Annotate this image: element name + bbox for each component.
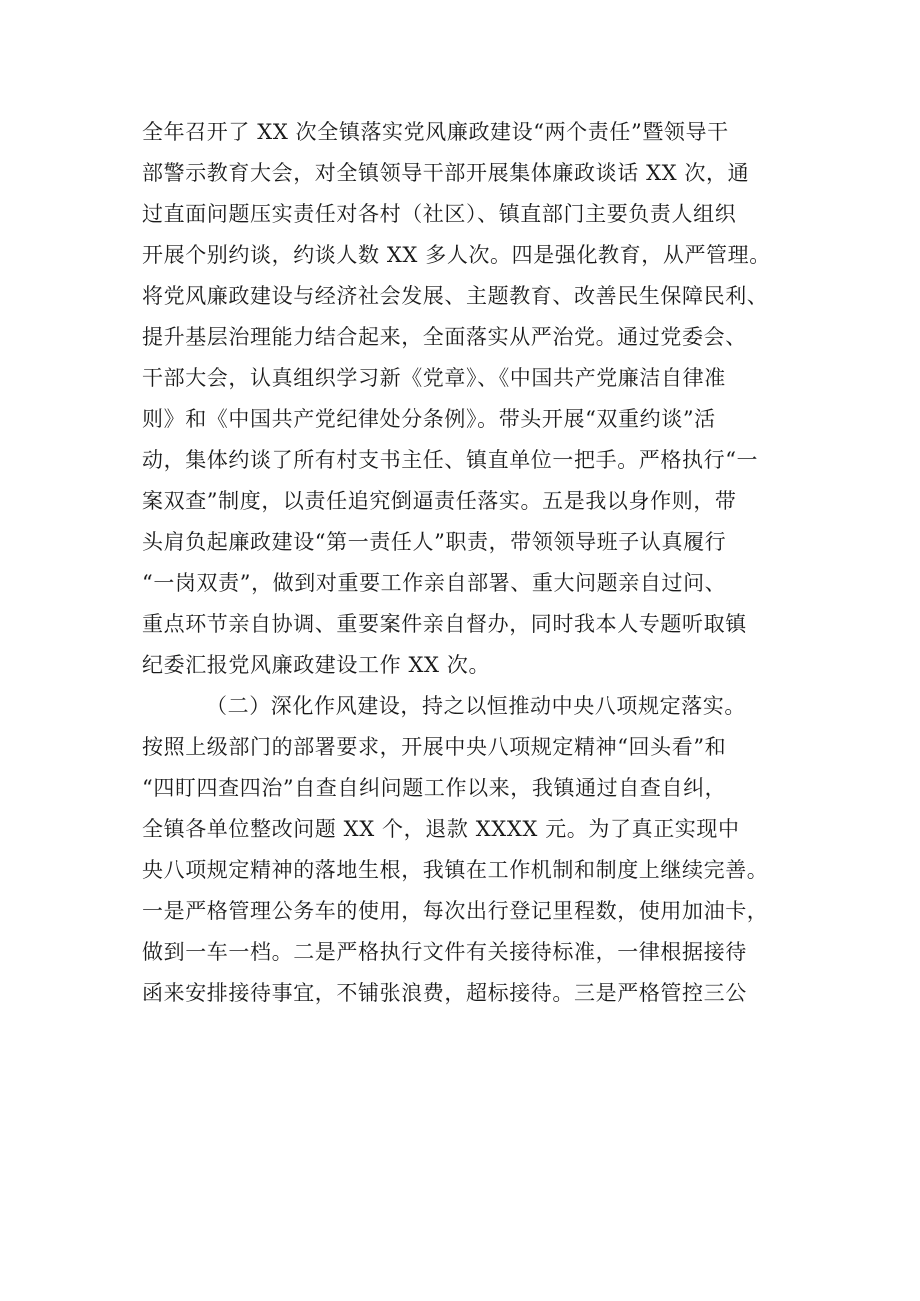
text-line: 函来安排接待事宜，不铺张浪费，超标接待。三是严格管控三公 [142, 981, 747, 1005]
text-line: 部警示教育大会，对全镇领导干部开展集体廉政谈话 XX 次，通 [142, 161, 750, 185]
text-line: 将党风廉政建设与经济社会发展、主题教育、改善民生保障民利、 [142, 284, 769, 308]
text-line: “四盯四查四治”自查自纠问题工作以来，我镇通过自查自纠， [142, 776, 727, 800]
text-line: 则》和《中国共产党纪律处分条例》。带头开展“双重约谈”活 [142, 407, 716, 431]
text-line: 一是严格管理公务车的使用，每次出行登记里程数，使用加油卡， [142, 899, 769, 923]
text-line: 纪委汇报党风廉政建设工作 XX 次。 [142, 653, 491, 677]
text-line: 动，集体约谈了所有村支书主任、镇直单位一把手。严格执行“一 [142, 448, 759, 472]
text-line: 央八项规定精神的落地生根，我镇在工作机制和制度上继续完善。 [142, 858, 769, 882]
text-line: 过直面问题压实责任对各村（社区）、镇直部门主要负责人组织 [142, 202, 737, 226]
text-line: “一岗双责”，做到对重要工作亲自部署、重大问题亲自过问、 [142, 571, 727, 595]
text-line: 干部大会，认真组织学习新《党章》、《中国共产党廉洁自律准 [142, 366, 726, 390]
text-line: 按照上级部门的部署要求，开展中央八项规定精神“回头看”和 [142, 735, 727, 759]
text-line: 做到一车一档。二是严格执行文件有关接待标准，一律根据接待 [142, 940, 747, 964]
text-line: 案双查”制度，以责任追究倒逼责任落实。五是我以身作则，带 [142, 489, 737, 513]
text-line: 提升基层治理能力结合起来，全面落实从严治党。通过党委会、 [142, 325, 747, 349]
text-line: 重点环节亲自协调、重要案件亲自督办，同时我本人专题听取镇 [142, 612, 747, 636]
text-line: 头肩负起廉政建设“第一责任人”职责，带领领导班子认真履行 [142, 530, 727, 554]
text-line: 全年召开了 XX 次全镇落实党风廉政建设“两个责任”暨领导干 [142, 120, 729, 144]
section-heading: （二）深化作风建设，持之以恒推动中央八项规定落实。 [206, 694, 746, 718]
text-line: 全镇各单位整改问题 XX 个，退款 XXXX 元。为了真正实现中 [142, 817, 740, 841]
body-text [142, 112, 802, 1014]
text-line: 开展个别约谈，约谈人数 XX 多人次。四是强化教育，从严管理。 [142, 243, 771, 267]
